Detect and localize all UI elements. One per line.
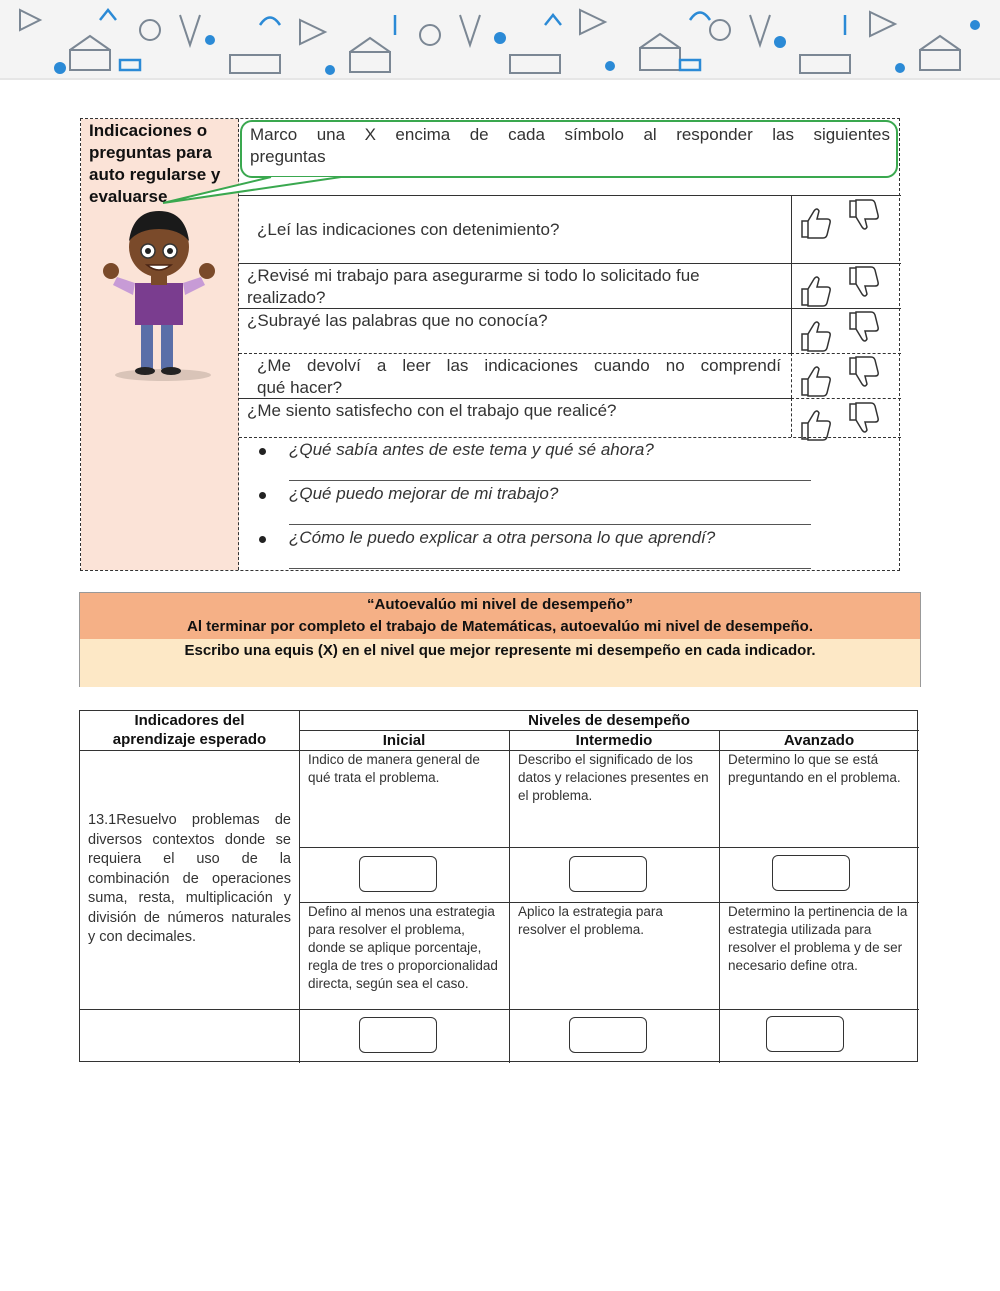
criterion-inicial-2: Defino al menos una estrategia para resolver el problema, donde se aplique porcentaje, regla de tres o proporcionalidad directa, según sea el caso.	[308, 904, 498, 991]
indicator-header: Indicadores del	[134, 712, 245, 729]
question-row-1	[239, 195, 791, 263]
criterion-avanzado-1: Determino lo que se está preguntando en el problema.	[728, 752, 901, 785]
question-text: ¿Me siento satisfecho con el trabajo que realicé?	[247, 401, 617, 420]
bullet-icon	[259, 536, 266, 543]
thumbs-up-icon	[802, 411, 830, 440]
question-row-4	[239, 353, 791, 398]
self-check-title: Indicaciones o preguntas para auto regularse y evaluarse	[89, 121, 221, 206]
instructions-line: Al terminar por completo el trabajo de Matemáticas, autoevalúo mi nivel de desempeño.	[186, 618, 813, 635]
question-text: ¿Revisé mi trabajo para asegurarme si todo lo solicitado fue	[247, 266, 700, 285]
bullet-icon	[259, 492, 266, 499]
question-row-2	[239, 263, 791, 308]
header-banner	[0, 0, 1000, 80]
thumbs-down-icon	[850, 403, 878, 432]
level-inicial: Inicial	[382, 732, 426, 749]
thumbs-down-icon	[850, 357, 878, 386]
mark-box-inicial-2[interactable]	[359, 1017, 437, 1053]
thumbs-icons[interactable]	[796, 197, 896, 447]
level-avanzado: Avanzado	[783, 732, 855, 749]
mark-box-avanzado-2[interactable]	[766, 1016, 844, 1052]
question-row-3	[239, 308, 791, 353]
self-assessment-instructions	[79, 592, 921, 687]
question-text: ¿Leí las indicaciones con detenimiento?	[257, 220, 560, 239]
answer-line[interactable]	[289, 524, 811, 525]
question-text: ¿Me devolví a leer las indicaciones cuando no comprendí	[257, 356, 781, 375]
instructions-line: Escribo una equis (X) en el nivel que mejor represente mi desempeño en cada indicador.	[184, 642, 816, 659]
answer-line[interactable]	[289, 568, 811, 569]
answer-line[interactable]	[289, 480, 811, 481]
question-text-cont: qué hacer?	[257, 378, 343, 397]
student-character-illustration	[103, 211, 218, 381]
mark-box-intermedio-1[interactable]	[569, 856, 647, 892]
criterion-avanzado-2: Determino la pertinencia de la estrategia utilizada para resolver el problema y de ser necesario define otra.	[728, 904, 908, 973]
criterion-intermedio-1: Describo el significado de los datos y relaciones presentes en el problema.	[518, 752, 709, 803]
thumbs-up-icon	[802, 277, 830, 306]
bubble-text-line2: preguntas	[250, 147, 326, 166]
thumbs-down-icon	[850, 200, 878, 229]
thumbs-up-icon	[802, 322, 830, 351]
reflection-question: ¿Qué sabía antes de este tema y qué sé ahora?	[289, 440, 654, 459]
thumbs-up-icon	[802, 209, 830, 238]
levels-header: Niveles de desempeño	[528, 712, 690, 729]
instruction-speech-bubble	[240, 120, 898, 178]
thumbs-down-icon	[850, 312, 878, 341]
instructions-heading: “Autoevalúo mi nivel de desempeño”	[367, 596, 633, 613]
self-check-sheet	[80, 118, 900, 571]
question-row-5	[239, 398, 791, 437]
question-text: ¿Subrayé las palabras que no conocía?	[247, 311, 548, 330]
question-text-cont: realizado?	[247, 288, 326, 307]
criterion-inicial-1: Indico de manera general de qué trata el problema.	[308, 752, 480, 785]
mark-box-inicial-1[interactable]	[359, 856, 437, 892]
bubble-text-line1: Marco una X encima de cada símbolo al responder las siguientes	[250, 125, 890, 144]
reflection-question: ¿Qué puedo mejorar de mi trabajo?	[289, 484, 559, 503]
level-intermedio: Intermedio	[575, 732, 653, 749]
bullet-icon	[259, 448, 266, 455]
indicator-header-cont: aprendizaje esperado	[112, 731, 267, 748]
instructions-header	[80, 593, 920, 639]
rubric-table	[79, 710, 918, 1062]
instructions-body	[80, 639, 920, 687]
mark-box-intermedio-2[interactable]	[569, 1017, 647, 1053]
school-doodle-pattern	[0, 0, 1000, 80]
reflection-question: ¿Cómo le puedo explicar a otra persona lo que aprendí?	[289, 528, 716, 547]
reflection-section	[239, 437, 901, 571]
criterion-intermedio-2: Aplico la estrategia para resolver el problema.	[518, 904, 663, 937]
thumbs-down-icon	[850, 267, 878, 296]
bubble-tail	[161, 175, 361, 205]
learning-indicator: 13.1Resuelvo problemas de diversos contextos donde se requiera el uso de la combinación de operaciones suma, resta, multiplicación y división de números naturales y con decimales.	[88, 812, 291, 945]
mark-box-avanzado-1[interactable]	[772, 855, 850, 891]
thumbs-up-icon	[802, 367, 830, 396]
